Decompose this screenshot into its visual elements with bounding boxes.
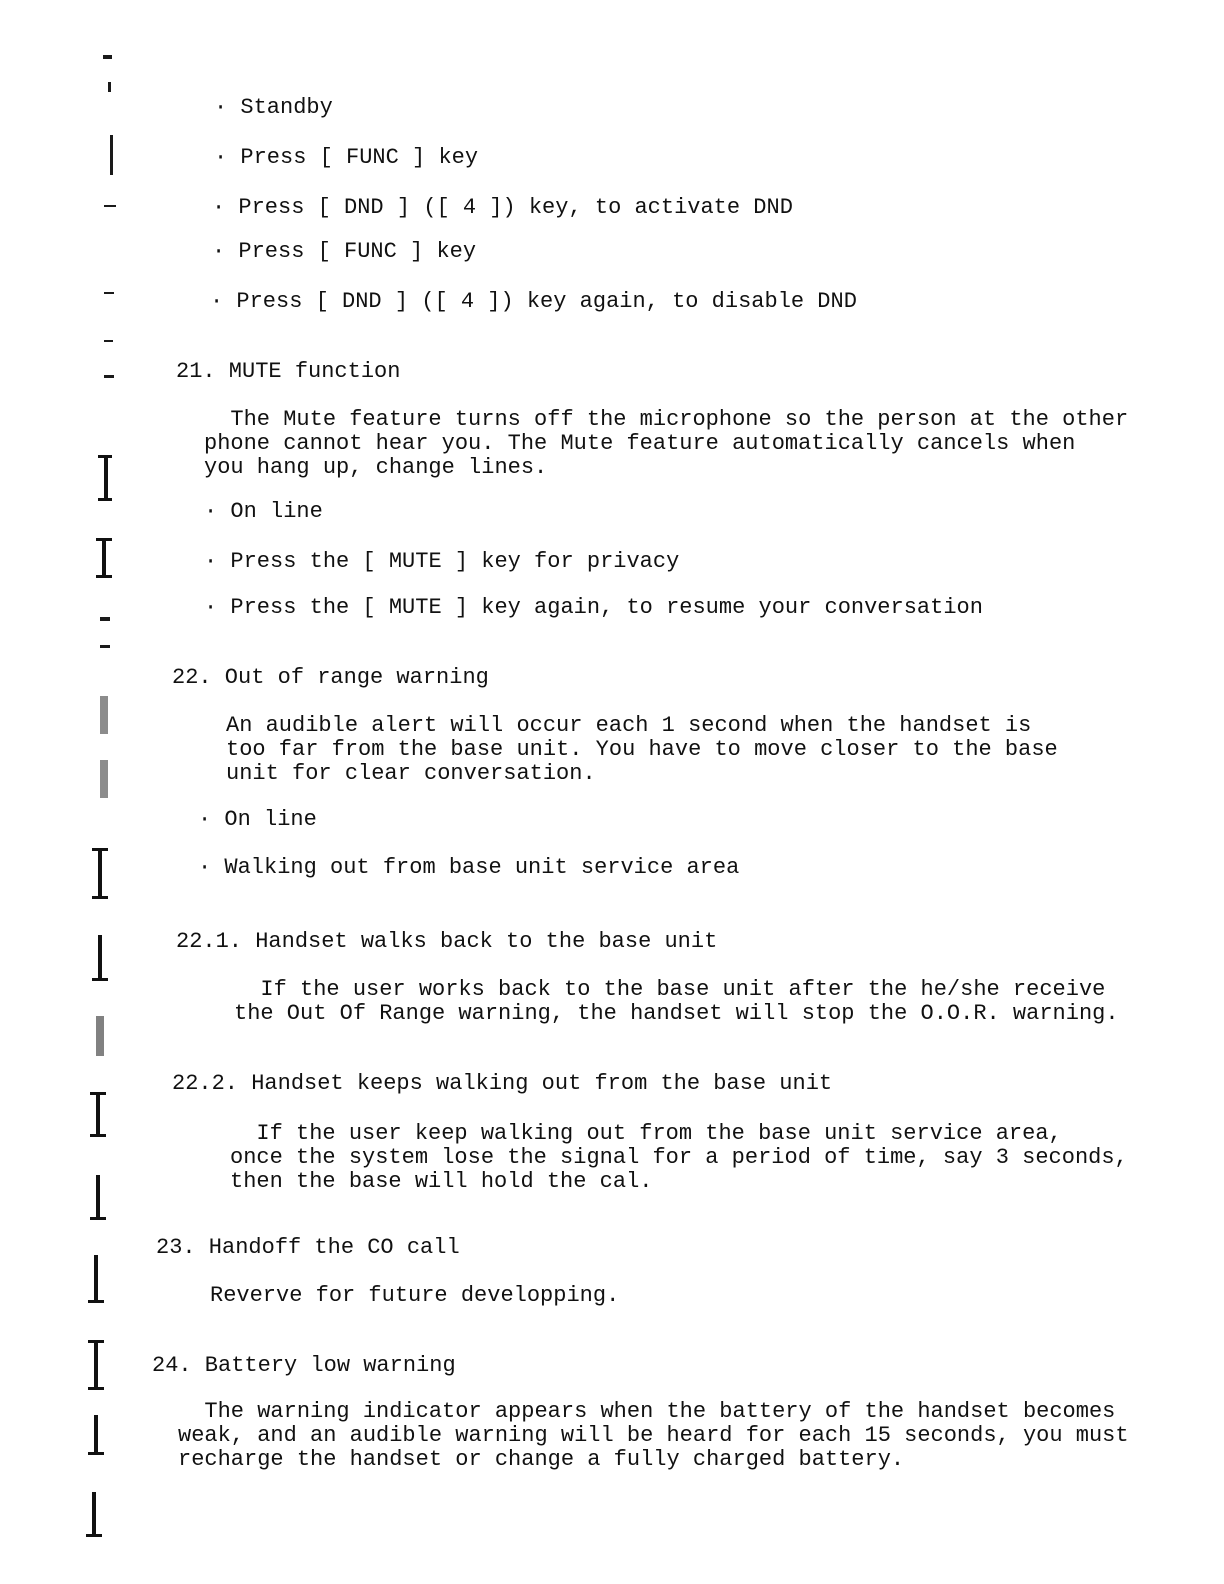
dnd-step: · Standby bbox=[214, 96, 333, 120]
scan-bar bbox=[94, 1255, 98, 1303]
section-heading-handoff: 23. Handoff the CO call bbox=[156, 1235, 460, 1260]
mute-step: · Press the [ MUTE ] key for privacy bbox=[204, 550, 679, 574]
scan-bar bbox=[92, 848, 108, 851]
scan-bar bbox=[98, 455, 112, 458]
paragraph-line: once the system lose the signal for a period of time, say 3 seconds, bbox=[230, 1144, 1128, 1170]
paragraph-line: unit for clear conversation. bbox=[226, 760, 596, 786]
scan-mark bbox=[100, 760, 108, 798]
dnd-step: · Press [ DND ] ([ 4 ]) key, to activate DND bbox=[212, 196, 793, 220]
scan-bar bbox=[104, 455, 108, 501]
scan-mark bbox=[104, 340, 113, 342]
handoff-description bbox=[210, 1284, 619, 1308]
paragraph-line: weak, and an audible warning will be heard for each 15 seconds, you must bbox=[178, 1422, 1129, 1448]
scan-mark bbox=[104, 292, 114, 294]
scan-bar bbox=[102, 538, 106, 578]
section-heading-out-of-range: 22. Out of range warning bbox=[172, 665, 489, 690]
scan-mark bbox=[110, 135, 113, 175]
scan-bar bbox=[98, 498, 112, 501]
paragraph-line: too far from the base unit. You have to move closer to the base bbox=[226, 736, 1058, 762]
dnd-step: · Press [ DND ] ([ 4 ]) key again, to disable DND bbox=[210, 290, 857, 314]
mute-description bbox=[204, 408, 1128, 479]
paragraph-line: The Mute feature turns off the microphone so the person at the other bbox=[204, 407, 1129, 432]
out-of-range-step: · Walking out from base unit service area bbox=[198, 856, 739, 880]
scan-bar bbox=[96, 1092, 100, 1137]
section-heading-mute: 21. MUTE function bbox=[176, 359, 401, 384]
scan-mark bbox=[100, 696, 108, 734]
paragraph-line: recharge the handset or change a fully charged battery. bbox=[178, 1446, 905, 1472]
scan-bar bbox=[98, 848, 102, 898]
scan-bar bbox=[92, 1492, 96, 1537]
section-heading-walk-back: 22.1. Handset walks back to the base unit bbox=[176, 929, 718, 954]
paragraph-line: If the user keep walking out from the base unit service area, bbox=[230, 1121, 1062, 1146]
scan-bar bbox=[96, 538, 112, 541]
paragraph-line: The warning indicator appears when the battery of the handset becomes bbox=[178, 1399, 1116, 1424]
scan-bar bbox=[92, 978, 108, 981]
scan-mark bbox=[100, 617, 110, 621]
out-of-range-step: · On line bbox=[198, 808, 317, 832]
paragraph-line: then the base will hold the cal. bbox=[230, 1168, 653, 1194]
scan-bar bbox=[96, 575, 112, 578]
scan-mark bbox=[103, 55, 112, 59]
scan-bar bbox=[96, 1175, 100, 1220]
scan-bar bbox=[92, 896, 108, 899]
section-heading-battery: 24. Battery low warning bbox=[152, 1353, 456, 1378]
scan-bar bbox=[88, 1300, 104, 1303]
keep-walking-description bbox=[230, 1122, 1128, 1193]
section-heading-keep-walking: 22.2. Handset keeps walking out from the base unit bbox=[172, 1071, 833, 1096]
scan-mark bbox=[100, 645, 110, 648]
scan-bar bbox=[88, 1387, 104, 1390]
walk-back-description bbox=[234, 978, 1119, 1026]
paragraph-line: phone cannot hear you. The Mute feature automatically cancels when bbox=[204, 430, 1076, 456]
scan-bar bbox=[98, 935, 102, 980]
scan-mark bbox=[96, 1016, 104, 1056]
scan-bar bbox=[94, 1415, 98, 1455]
battery-description bbox=[178, 1400, 1129, 1471]
dnd-step: · Press [ FUNC ] key bbox=[212, 240, 476, 264]
scan-bar bbox=[88, 1452, 104, 1455]
scan-mark bbox=[108, 82, 111, 92]
scan-bar bbox=[94, 1340, 98, 1390]
mute-step: · On line bbox=[204, 500, 323, 524]
scan-mark bbox=[104, 375, 114, 378]
paragraph-line: you hang up, change lines. bbox=[204, 454, 548, 480]
scan-mark bbox=[104, 205, 116, 207]
dnd-step: · Press [ FUNC ] key bbox=[214, 146, 478, 170]
paragraph-line: Reverve for future developping. bbox=[210, 1283, 620, 1308]
scan-bar bbox=[86, 1534, 102, 1537]
scan-bar bbox=[88, 1340, 104, 1343]
mute-step: · Press the [ MUTE ] key again, to resume your conversation bbox=[204, 596, 983, 620]
scan-bar bbox=[90, 1134, 106, 1137]
paragraph-line: the Out Of Range warning, the handset will stop the O.O.R. warning. bbox=[234, 1000, 1119, 1026]
paragraph-line: If the user works back to the base unit after the he/she receive bbox=[234, 977, 1106, 1002]
scan-bar bbox=[90, 1217, 106, 1220]
out-of-range-description bbox=[226, 714, 1058, 785]
scan-bar bbox=[90, 1092, 106, 1095]
paragraph-line: An audible alert will occur each 1 second when the handset is bbox=[226, 713, 1032, 738]
